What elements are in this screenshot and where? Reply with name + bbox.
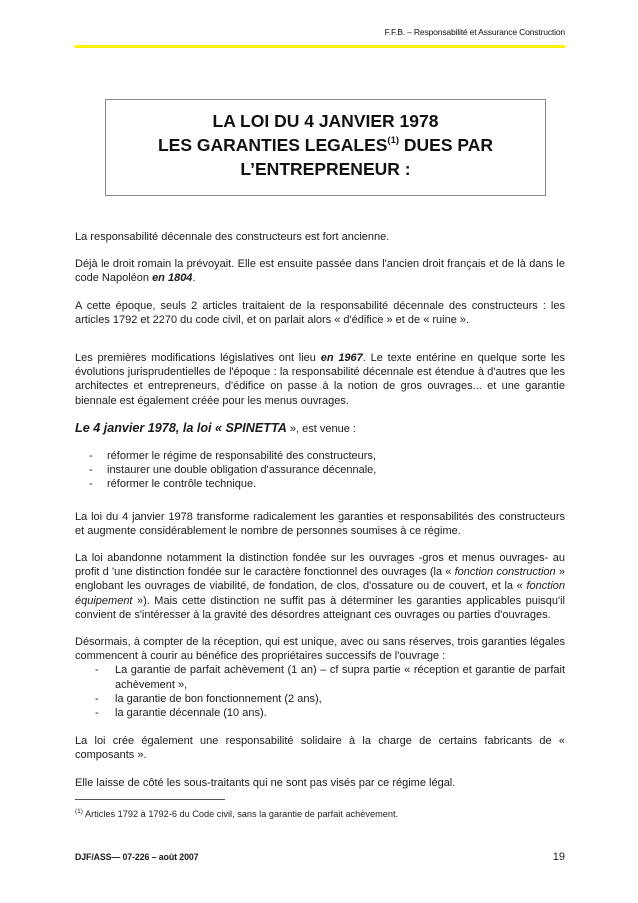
text-run: » englobant les ouvrages de viabilité, de fondation, de clos, d'ossature ou de couvert, et la « bbox=[75, 566, 566, 593]
emphasis-1804: en 1804 bbox=[152, 272, 193, 285]
title-line-2-text: LES GARANTIES LEGALES bbox=[157, 135, 388, 155]
document-reference: DJF/ASS— 07-226 – août 2007 bbox=[75, 852, 199, 862]
list-item-text: la garantie décennale (10 ans). bbox=[115, 707, 267, 720]
title-line-2 bbox=[106, 133, 545, 157]
text-run: »). Mais cette distinction ne suffit pas à déterminer les garanties applicables puisqu'il convient de s'intéresser à la gravité des désordres atteignant ces ouvrages ou parties d'ouvrages. bbox=[75, 594, 565, 621]
title-footnote-marker: (1) bbox=[387, 135, 400, 147]
bullet-dash: - bbox=[95, 707, 99, 720]
title-line-1: LA LOI DU 4 JANVIER 1978 bbox=[212, 111, 439, 131]
paragraph-roman-law bbox=[75, 257, 565, 285]
text-run: . Le texte entérine en quelque sorte les évolutions jurisprudentielles de l'époque : la responsabilité décennale est étendue à d'autres que les architectes et entrepreneurs, d'édifice on passe à la notion de gros ouvrages... et une garantie biennale est également créée pour les menus ouvrages. bbox=[75, 352, 566, 407]
heading-emphasis: Le 4 janvier 1978, la loi « SPINETTA bbox=[75, 420, 287, 435]
bullet-dash: - bbox=[89, 450, 93, 463]
bullet-dash: - bbox=[89, 478, 93, 491]
paragraph-fabricants: La loi crée également une responsabilité solidaire à la charge de certains fabricants de « composants ». bbox=[75, 735, 565, 762]
footnote bbox=[75, 799, 565, 820]
paragraph-distinction bbox=[75, 551, 565, 622]
bullet-dash: - bbox=[95, 664, 99, 677]
list-spinetta-goals bbox=[75, 449, 565, 492]
header-brand-text: F.F.B. – Responsabilité et Assurance Construction bbox=[384, 27, 565, 37]
document-body bbox=[75, 230, 565, 803]
bullet-dash: - bbox=[89, 464, 93, 477]
page-footer bbox=[75, 851, 565, 863]
list-item-text: réformer le régime de responsabilité des constructeurs, bbox=[107, 450, 377, 463]
emphasis-1967: en 1967 bbox=[320, 352, 363, 365]
list-item bbox=[75, 692, 565, 706]
footnote-text-line bbox=[75, 806, 565, 820]
paragraph-sous-traitants: Elle laisse de côté les sous-traitants qui ne sont pas visés par ce régime légal. bbox=[75, 776, 456, 789]
header-rule bbox=[75, 45, 565, 48]
title-line-2-tail: DUES PAR bbox=[399, 135, 494, 155]
list-item bbox=[75, 477, 565, 491]
list-item bbox=[75, 463, 565, 477]
footnote-rule bbox=[75, 799, 225, 800]
list-item bbox=[75, 449, 565, 463]
heading-tail: », est venue : bbox=[286, 422, 356, 435]
heading-spinetta bbox=[75, 421, 565, 436]
text-run: Les premières modifications législatives ont lieu bbox=[75, 352, 321, 365]
paragraph-code-civil: A cette époque, seuls 2 articles traitaient de la responsabilité décennale des constructeurs : les articles 1792 et 2270 du code civil, et on parlait alors « d'édifice » et de « ruine ». bbox=[75, 299, 565, 326]
paragraph-transformation: La loi du 4 janvier 1978 transforme radicalement les garanties et responsabilités des constructeurs et augmente considérablement le nombre de personnes soumises à ce régime. bbox=[75, 510, 565, 537]
paragraph-1967 bbox=[75, 351, 565, 408]
page-header bbox=[75, 27, 565, 37]
list-garanties bbox=[75, 663, 565, 720]
list-item-text: instaurer une double obligation d'assurance décennale, bbox=[107, 464, 377, 477]
title-line-3: L’ENTREPRENEUR : bbox=[240, 159, 411, 179]
emphasis-fonction-construction: fonction construction bbox=[454, 566, 556, 579]
bullet-dash: - bbox=[95, 692, 99, 705]
text-run: La loi abandonne notamment la distinction fondée sur les ouvrages -gros et menus ouvrages- au profit d 'une distinction fondée sur le caractère fonctionnel des ouvrages (la « bbox=[75, 552, 565, 579]
page-number: 19 bbox=[552, 851, 565, 863]
list-item-text: La garantie de parfait achèvement (1 an) – cf supra partie « réception et garantie de parfait achèvement », bbox=[115, 664, 565, 691]
list-item bbox=[75, 663, 565, 691]
list-item-text: réformer le contrôle technique. bbox=[107, 478, 257, 491]
emphasis-fonction-equipement: fonction équipement bbox=[75, 580, 565, 607]
title-box bbox=[105, 99, 546, 196]
list-item-text: la garantie de bon fonctionnement (2 ans), bbox=[115, 692, 322, 705]
paragraph-reception: Désormais, à compter de la réception, qui est unique, avec ou sans réserves, trois garanties légales commencent à courir au bénéfice des propriétaires successifs de l'ouvrage : bbox=[75, 636, 565, 663]
text-run: . bbox=[192, 272, 196, 285]
footnote-text: Articles 1792 à 1792-6 du Code civil, sans la garantie de parfait achèvement. bbox=[82, 809, 399, 820]
paragraph-origin: La responsabilité décennale des constructeurs est fort ancienne. bbox=[75, 231, 390, 243]
text-run: Déjà le droit romain la prévoyait. Elle est ensuite passée dans l'ancien droit français et de là dans le code Napoléon bbox=[75, 258, 565, 285]
list-item bbox=[75, 706, 565, 720]
footnote-marker: (1) bbox=[75, 808, 83, 815]
